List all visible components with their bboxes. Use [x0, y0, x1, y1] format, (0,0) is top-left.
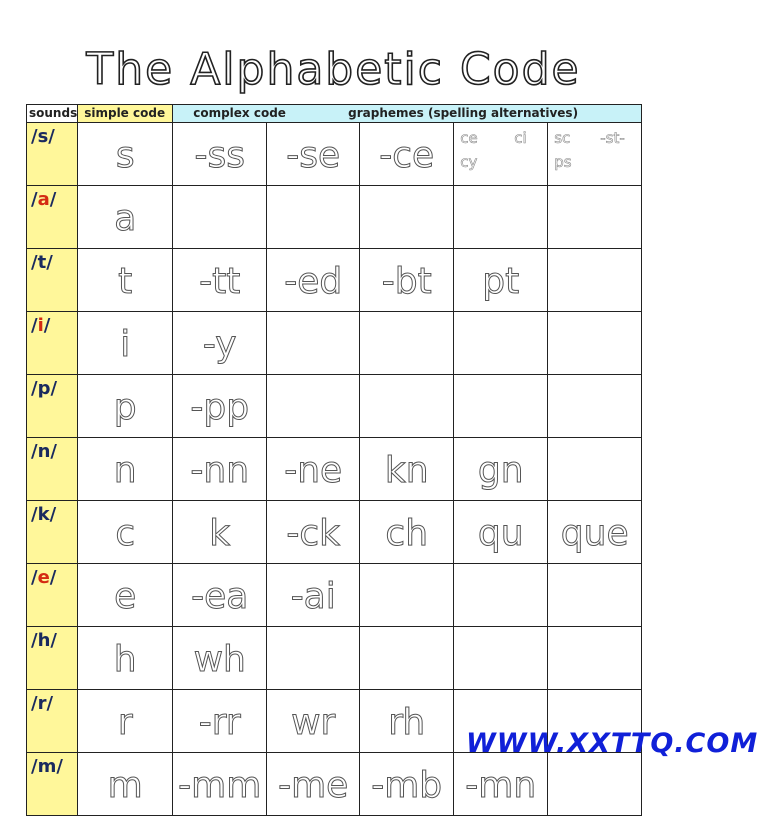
sound-slash: /: [31, 189, 38, 210]
sound-letter: p: [37, 378, 51, 399]
grapheme-text: -mb: [371, 765, 443, 806]
grapheme-cell: [173, 627, 267, 690]
grapheme-text: r: [117, 702, 133, 743]
sound-slash: /: [43, 315, 51, 336]
grapheme-cell: [548, 249, 642, 312]
simple-code-cell: [78, 249, 173, 312]
sound-letter: e: [37, 567, 50, 588]
sound-letter: h: [37, 630, 51, 651]
sound-row: [27, 627, 642, 690]
grapheme-text: pt: [482, 261, 520, 302]
grapheme-cell: [548, 753, 642, 816]
sound-letter: a: [37, 189, 50, 210]
sound-row: [27, 186, 642, 249]
small-grapheme: ci: [514, 129, 527, 147]
grapheme-cell: [548, 312, 642, 375]
sound-row: [27, 438, 642, 501]
grapheme-text: -tt: [199, 261, 241, 302]
grapheme-cell: [267, 627, 360, 690]
grapheme-text: e: [114, 576, 137, 617]
grapheme-cell: [173, 564, 267, 627]
grapheme-text: -nn: [190, 450, 250, 491]
sound-slash: /: [31, 126, 38, 147]
grapheme-text: m: [107, 765, 143, 806]
grapheme-text: c: [115, 513, 136, 554]
grapheme-text: -ea: [191, 576, 249, 617]
grapheme-cell: [360, 501, 454, 564]
sound-slash: /: [31, 252, 38, 273]
grapheme-text: -pp: [190, 387, 250, 428]
grapheme-cell: [454, 123, 548, 186]
small-grapheme: ce: [460, 129, 478, 147]
sound-slash: /: [48, 126, 55, 147]
sound-row: [27, 312, 642, 375]
grapheme-cell: [267, 123, 360, 186]
sound-slash: /: [46, 252, 53, 273]
grapheme-cell: [454, 564, 548, 627]
small-grapheme: cy: [460, 153, 478, 171]
sound-slash: /: [50, 630, 57, 651]
grapheme-cell: [454, 375, 548, 438]
sound-cell: [27, 375, 78, 438]
sound-slash: /: [31, 504, 38, 525]
grapheme-cell: [360, 123, 454, 186]
simple-code-cell: [78, 438, 173, 501]
grapheme-cell: [360, 438, 454, 501]
grapheme-cell: [548, 375, 642, 438]
sound-cell: [27, 690, 78, 753]
grapheme-cell: [267, 753, 360, 816]
simple-code-cell: [78, 123, 173, 186]
sound-slash: /: [31, 567, 38, 588]
simple-code-cell: [78, 627, 173, 690]
grapheme-cell: [267, 501, 360, 564]
sound-letter: t: [37, 252, 47, 273]
grapheme-text: -mn: [465, 765, 537, 806]
sound-letter: r: [37, 693, 47, 714]
sound-cell: [27, 249, 78, 312]
grapheme-text: s: [115, 135, 135, 176]
grapheme-cell: [454, 186, 548, 249]
header-sounds: sounds: [27, 105, 78, 123]
grapheme-text: rh: [388, 702, 426, 743]
grapheme-cell: [454, 438, 548, 501]
grapheme-cell: [454, 249, 548, 312]
grapheme-cell: [173, 375, 267, 438]
sound-cell: [27, 186, 78, 249]
sound-letter: k: [37, 504, 50, 525]
grapheme-cell: [454, 753, 548, 816]
sound-slash: /: [50, 378, 58, 399]
grapheme-cell: [360, 690, 454, 753]
grapheme-text: t: [118, 261, 133, 302]
sound-row: [27, 753, 642, 816]
sound-slash: /: [31, 630, 38, 651]
grapheme-text: qu: [477, 513, 524, 554]
grapheme-cell: [173, 690, 267, 753]
sound-letter: i: [37, 315, 44, 336]
sound-slash: /: [49, 189, 57, 210]
grapheme-text: -ck: [286, 513, 341, 554]
grapheme-cell: [267, 312, 360, 375]
grapheme-text: -ss: [194, 135, 245, 176]
grapheme-text: a: [114, 198, 137, 239]
header-graphemes: graphemes (spelling alternatives): [348, 106, 579, 120]
grapheme-cell: [548, 123, 642, 186]
grapheme-cell: [173, 186, 267, 249]
simple-code-cell: [78, 753, 173, 816]
grapheme-cell: [267, 249, 360, 312]
grapheme-text: gn: [477, 450, 524, 491]
grapheme-cell: [360, 186, 454, 249]
sound-slash: /: [50, 441, 57, 462]
sound-letter: m: [37, 756, 57, 777]
grapheme-cell: [173, 438, 267, 501]
grapheme-cell: [454, 312, 548, 375]
grapheme-cell: [173, 123, 267, 186]
grapheme-text: kn: [384, 450, 429, 491]
page-title: The Alphabetic Code: [86, 44, 581, 95]
grapheme-cell: [360, 312, 454, 375]
sound-letter: s: [37, 126, 49, 147]
grapheme-cell: [548, 627, 642, 690]
sound-row: [27, 123, 642, 186]
grapheme-text: -rr: [198, 702, 241, 743]
grapheme-cell: [360, 753, 454, 816]
sound-row: [27, 375, 642, 438]
simple-code-cell: [78, 312, 173, 375]
header-complex-code: complex code: [193, 106, 286, 120]
sound-slash: /: [49, 504, 57, 525]
grapheme-cell: [173, 312, 267, 375]
grapheme-cell: [360, 375, 454, 438]
sound-slash: /: [56, 756, 63, 777]
grapheme-cell: [173, 249, 267, 312]
grapheme-text: ch: [385, 513, 429, 554]
grapheme-cell: [267, 186, 360, 249]
simple-code-cell: [78, 375, 173, 438]
grapheme-cell: [360, 249, 454, 312]
sound-slash: /: [31, 756, 38, 777]
sound-slash: /: [31, 315, 38, 336]
grapheme-cell: [360, 564, 454, 627]
sound-slash: /: [49, 567, 57, 588]
sound-row: [27, 501, 642, 564]
header-complex: [173, 105, 642, 123]
grapheme-cell: [267, 690, 360, 753]
grapheme-cell: [267, 438, 360, 501]
grapheme-cell: [267, 375, 360, 438]
grapheme-cell: [548, 501, 642, 564]
grapheme-text: -ed: [284, 261, 343, 302]
simple-code-cell: [78, 564, 173, 627]
sound-row: [27, 249, 642, 312]
grapheme-text: -y: [202, 324, 237, 365]
header-simple-code: simple code: [78, 105, 173, 123]
grapheme-cell: [548, 186, 642, 249]
grapheme-text: -se: [286, 135, 341, 176]
grapheme-cell: [173, 501, 267, 564]
simple-code-cell: [78, 501, 173, 564]
sound-cell: [27, 438, 78, 501]
sound-row: [27, 564, 642, 627]
grapheme-cell: [548, 564, 642, 627]
sound-slash: /: [31, 378, 38, 399]
grapheme-cell: [267, 564, 360, 627]
sound-slash: /: [31, 441, 38, 462]
grapheme-text: -ai: [290, 576, 336, 617]
grapheme-text: -ne: [284, 450, 343, 491]
grapheme-text: -ce: [379, 135, 435, 176]
watermark: WWW.XXTTQ.COM: [466, 728, 758, 759]
header-row: [27, 105, 642, 123]
grapheme-text: h: [113, 639, 137, 680]
grapheme-text: k: [209, 513, 231, 554]
grapheme-text: wr: [291, 702, 336, 743]
simple-code-cell: [78, 690, 173, 753]
grapheme-text: -mm: [178, 765, 262, 806]
simple-code-cell: [78, 186, 173, 249]
sound-cell: [27, 753, 78, 816]
grapheme-text: wh: [193, 639, 246, 680]
grapheme-text: n: [113, 450, 137, 491]
grapheme-text: i: [120, 324, 131, 365]
alphabetic-code-table: [26, 104, 642, 816]
sound-cell: [27, 501, 78, 564]
sound-cell: [27, 627, 78, 690]
sound-slash: /: [31, 693, 38, 714]
grapheme-cell: [360, 627, 454, 690]
sound-letter: n: [37, 441, 51, 462]
small-grapheme: -st-: [600, 129, 625, 147]
sound-slash: /: [46, 693, 54, 714]
grapheme-cell: [454, 627, 548, 690]
sound-cell: [27, 123, 78, 186]
grapheme-text: -me: [278, 765, 349, 806]
grapheme-text: p: [113, 387, 137, 428]
sound-cell: [27, 312, 78, 375]
grapheme-cell: [454, 501, 548, 564]
sound-cell: [27, 564, 78, 627]
small-grapheme: sc: [554, 129, 571, 147]
grapheme-cell: [548, 438, 642, 501]
grapheme-text: que: [560, 513, 629, 554]
grapheme-cell: [173, 753, 267, 816]
small-grapheme: ps: [554, 153, 572, 171]
grapheme-text: -bt: [381, 261, 432, 302]
